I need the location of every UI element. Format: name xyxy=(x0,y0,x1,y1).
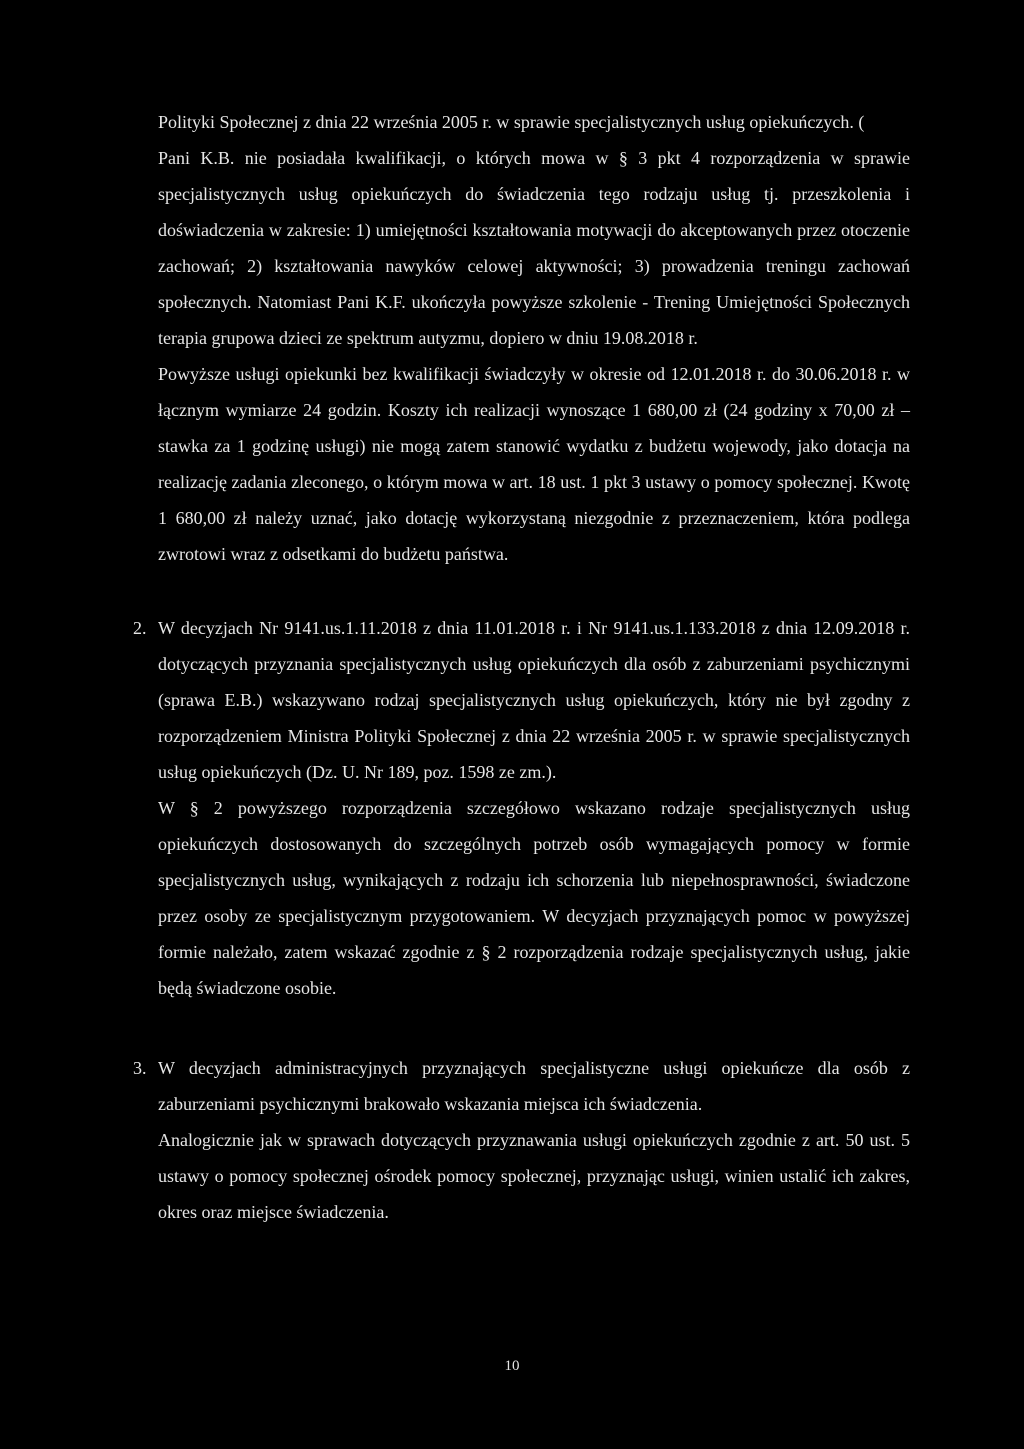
section-spacer xyxy=(158,1006,910,1050)
paragraph-costs: Powyższe usługi opiekunki bez kwalifikacji świadczyły w okresie od 12.01.2018 r. do 30.06.2018 r. w łącznym wymiarze 24 godzin. Koszty ich realizacji wynoszące 1 680,00 zł (24 godziny x 70,00 zł – stawka za 1 godzinę usługi) nie mogą zatem stanowić wydatku z budżetu wojewody, jako dotacja na realizację zadania zleconego, o którym mowa w art. 18 ust. 1 pkt 3 ustawy o pomocy społecznej. Kwotę 1 680,00 zł należy uznać, jako dotację wykorzystaną niezgodnie z przeznaczeniem, która podlega zwrotowi wraz z odsetkami do budżetu państwa. xyxy=(158,364,910,564)
page-number: 10 xyxy=(504,1358,520,1374)
document-page xyxy=(133,104,910,1230)
list-item-2 xyxy=(133,610,910,1006)
list-number: 2. xyxy=(133,618,147,638)
paragraph-qualifications: Pani K.B. nie posiadała kwalifikacji, o których mowa w § 3 pkt 4 rozporządzenia w sprawie specjalistycznych usług opiekuńczych do świadczenia tego rodzaju usług tj. przeszkolenia i doświadczenia w zakresie: 1) umiejętności kształtowania motywacji do akceptowanych przez otoczenie zachowań; 2) kształtowania nawyków celowej aktywności; 3) prowadzenia treningu zachowań społecznych. Natomiast Pani K.F. ukończyła powyższe szkolenie - Trening Umiejętności Społecznych terapia grupowa dzieci ze spektrum autyzmu, dopiero w dniu 19.08.2018 r. xyxy=(158,148,910,348)
list-number: 3. xyxy=(133,1058,147,1078)
list-item-3-text-continued: Analogicznie jak w sprawach dotyczących przyznawania usługi opiekuńczych zgodnie z art. 50 ust. 5 ustawy o pomocy społecznej ośrodek pomocy społecznej, przyznając usługi, winien ustalić ich zakres, okres oraz miejsce świadczenia. xyxy=(158,1130,910,1222)
list-item-3 xyxy=(133,1050,910,1230)
section-spacer xyxy=(158,572,910,610)
list-item-3-text: W decyzjach administracyjnych przyznających specjalistyczne usługi opiekuńcze dla osób z zaburzeniami psychicznymi brakowało wskazania miejsca ich świadczenia. xyxy=(158,1058,910,1114)
paragraph-intro: Polityki Społecznej z dnia 22 września 2005 r. w sprawie specjalistycznych usług opiekuńczych. ( xyxy=(158,112,865,132)
list-item-2-text-continued: W § 2 powyższego rozporządzenia szczegółowo wskazano rodzaje specjalistycznych usług opiekuńczych dostosowanych do szczególnych potrzeb osób wymagających pomocy w formie specjalistycznych usług, wynikających z rodzaju ich schorzenia lub niepełnosprawności, świadczone przez osoby ze specjalistycznym przygotowaniem. W decyzjach przyznających pomoc w powyższej formie należało, zatem wskazać zgodnie z § 2 rozporządzenia rodzaje specjalistycznych usług, jakie będą świadczone osobie. xyxy=(158,798,910,998)
list-item-2-text: W decyzjach Nr 9141.us.1.11.2018 z dnia 11.01.2018 r. i Nr 9141.us.1.133.2018 z dnia 12.09.2018 r. dotyczących przyznania specjalistycznych usług opiekuńczych dla osób z zaburzeniami psychicznymi (sprawa E.B.) wskazywano rodzaj specjalistycznych usług opiekuńczych, który nie był zgodny z rozporządzeniem Ministra Polityki Społecznej z dnia 22 września 2005 r. w sprawie specjalistycznych usług opiekuńczych (Dz. U. Nr 189, poz. 1598 ze zm.). xyxy=(158,618,910,782)
